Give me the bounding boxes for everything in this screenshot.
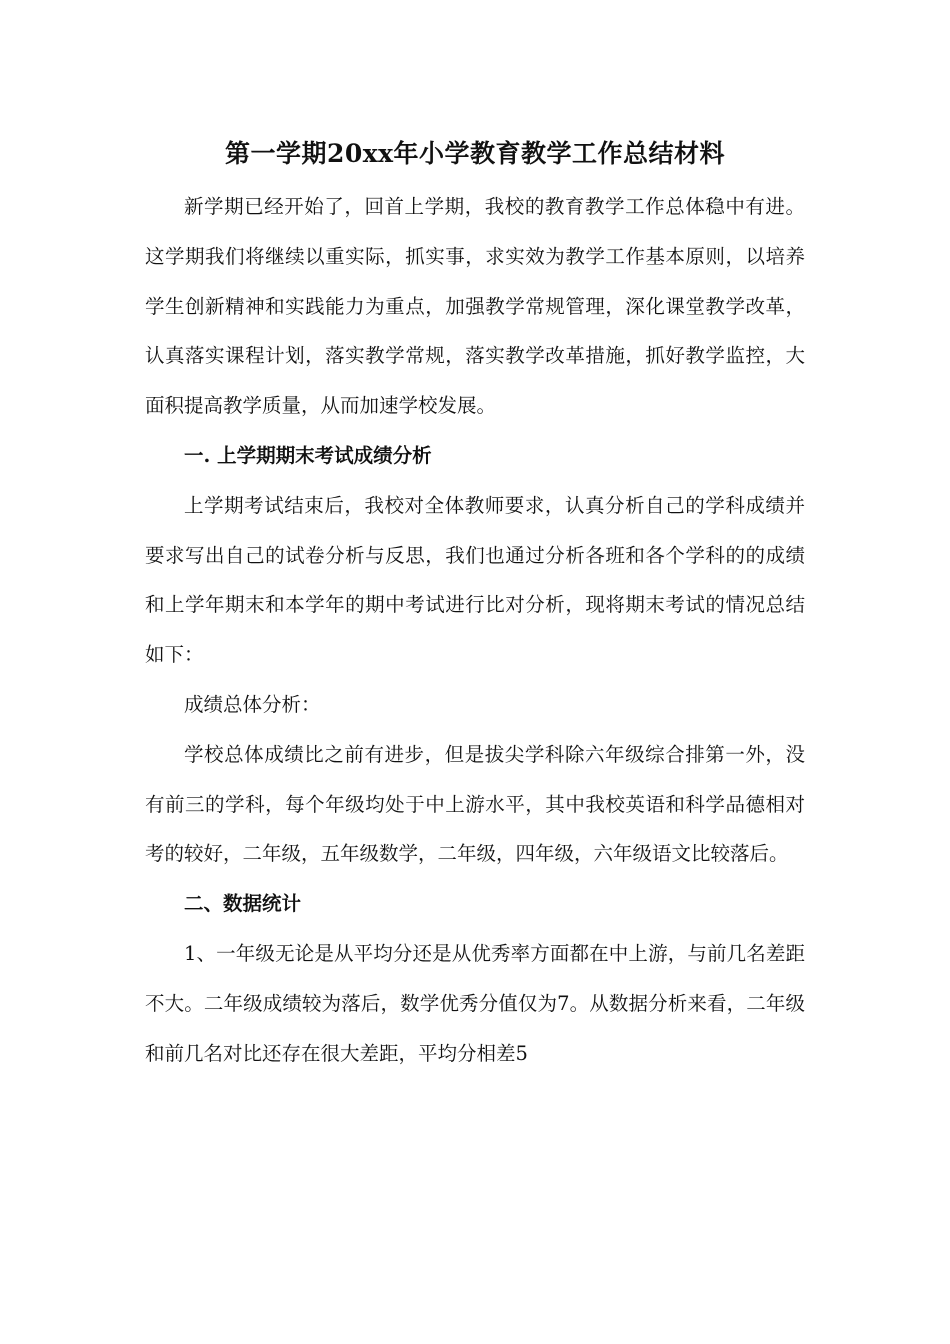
section-heading-exam-analysis: 一. 上学期期末考试成绩分析 xyxy=(184,443,432,467)
paragraph-exam-review: 上学期考试结束后，我校对全体教师要求，认真分析自己的学科成绩并要求写出自己的试卷分析与反思，我们也通过分析各班和各个学科的的成绩和上学年期末和本学年的期中考试进行比对分析，现将期末考试的情况总结如下： xyxy=(145,493,805,667)
paragraph-overall-label: 成绩总体分析： xyxy=(184,692,321,716)
paragraph-intro: 新学期已经开始了，回首上学期，我校的教育教学工作总体稳中有进。这学期我们将继续以重实际，抓实事，求实效为教学工作基本原则，以培养学生创新精神和实践能力为重点，加强教学常规管理，深化课堂教学改革，认真落实课程计划，落实教学常规，落实教学改革措施，抓好教学监控，大面积提高教学质量，从而加速学校发展。 xyxy=(145,195,805,418)
paragraph-overall-analysis: 学校总体成绩比之前有进步，但是拔尖学科除六年级综合排第一外，没有前三的学科，每个年级均处于中上游水平，其中我校英语和科学品德相对考的较好，二年级，五年级数学，二年级，四年级，六年级语文比较落后。 xyxy=(145,742,805,866)
document-page xyxy=(145,132,805,1078)
paragraph-statistics-1: 1、一年级无论是从平均分还是从优秀率方面都在中上游，与前几名差距不大。二年级成绩较为落后，数学优秀分值仅为7。从数据分析来看，二年级和前几名对比还存在很大差距，平均分相差5 xyxy=(145,941,805,1065)
section-heading-statistics: 二、数据统计 xyxy=(184,892,302,916)
document-title: 第一学期20xx年小学教育教学工作总结材料 xyxy=(224,139,726,168)
